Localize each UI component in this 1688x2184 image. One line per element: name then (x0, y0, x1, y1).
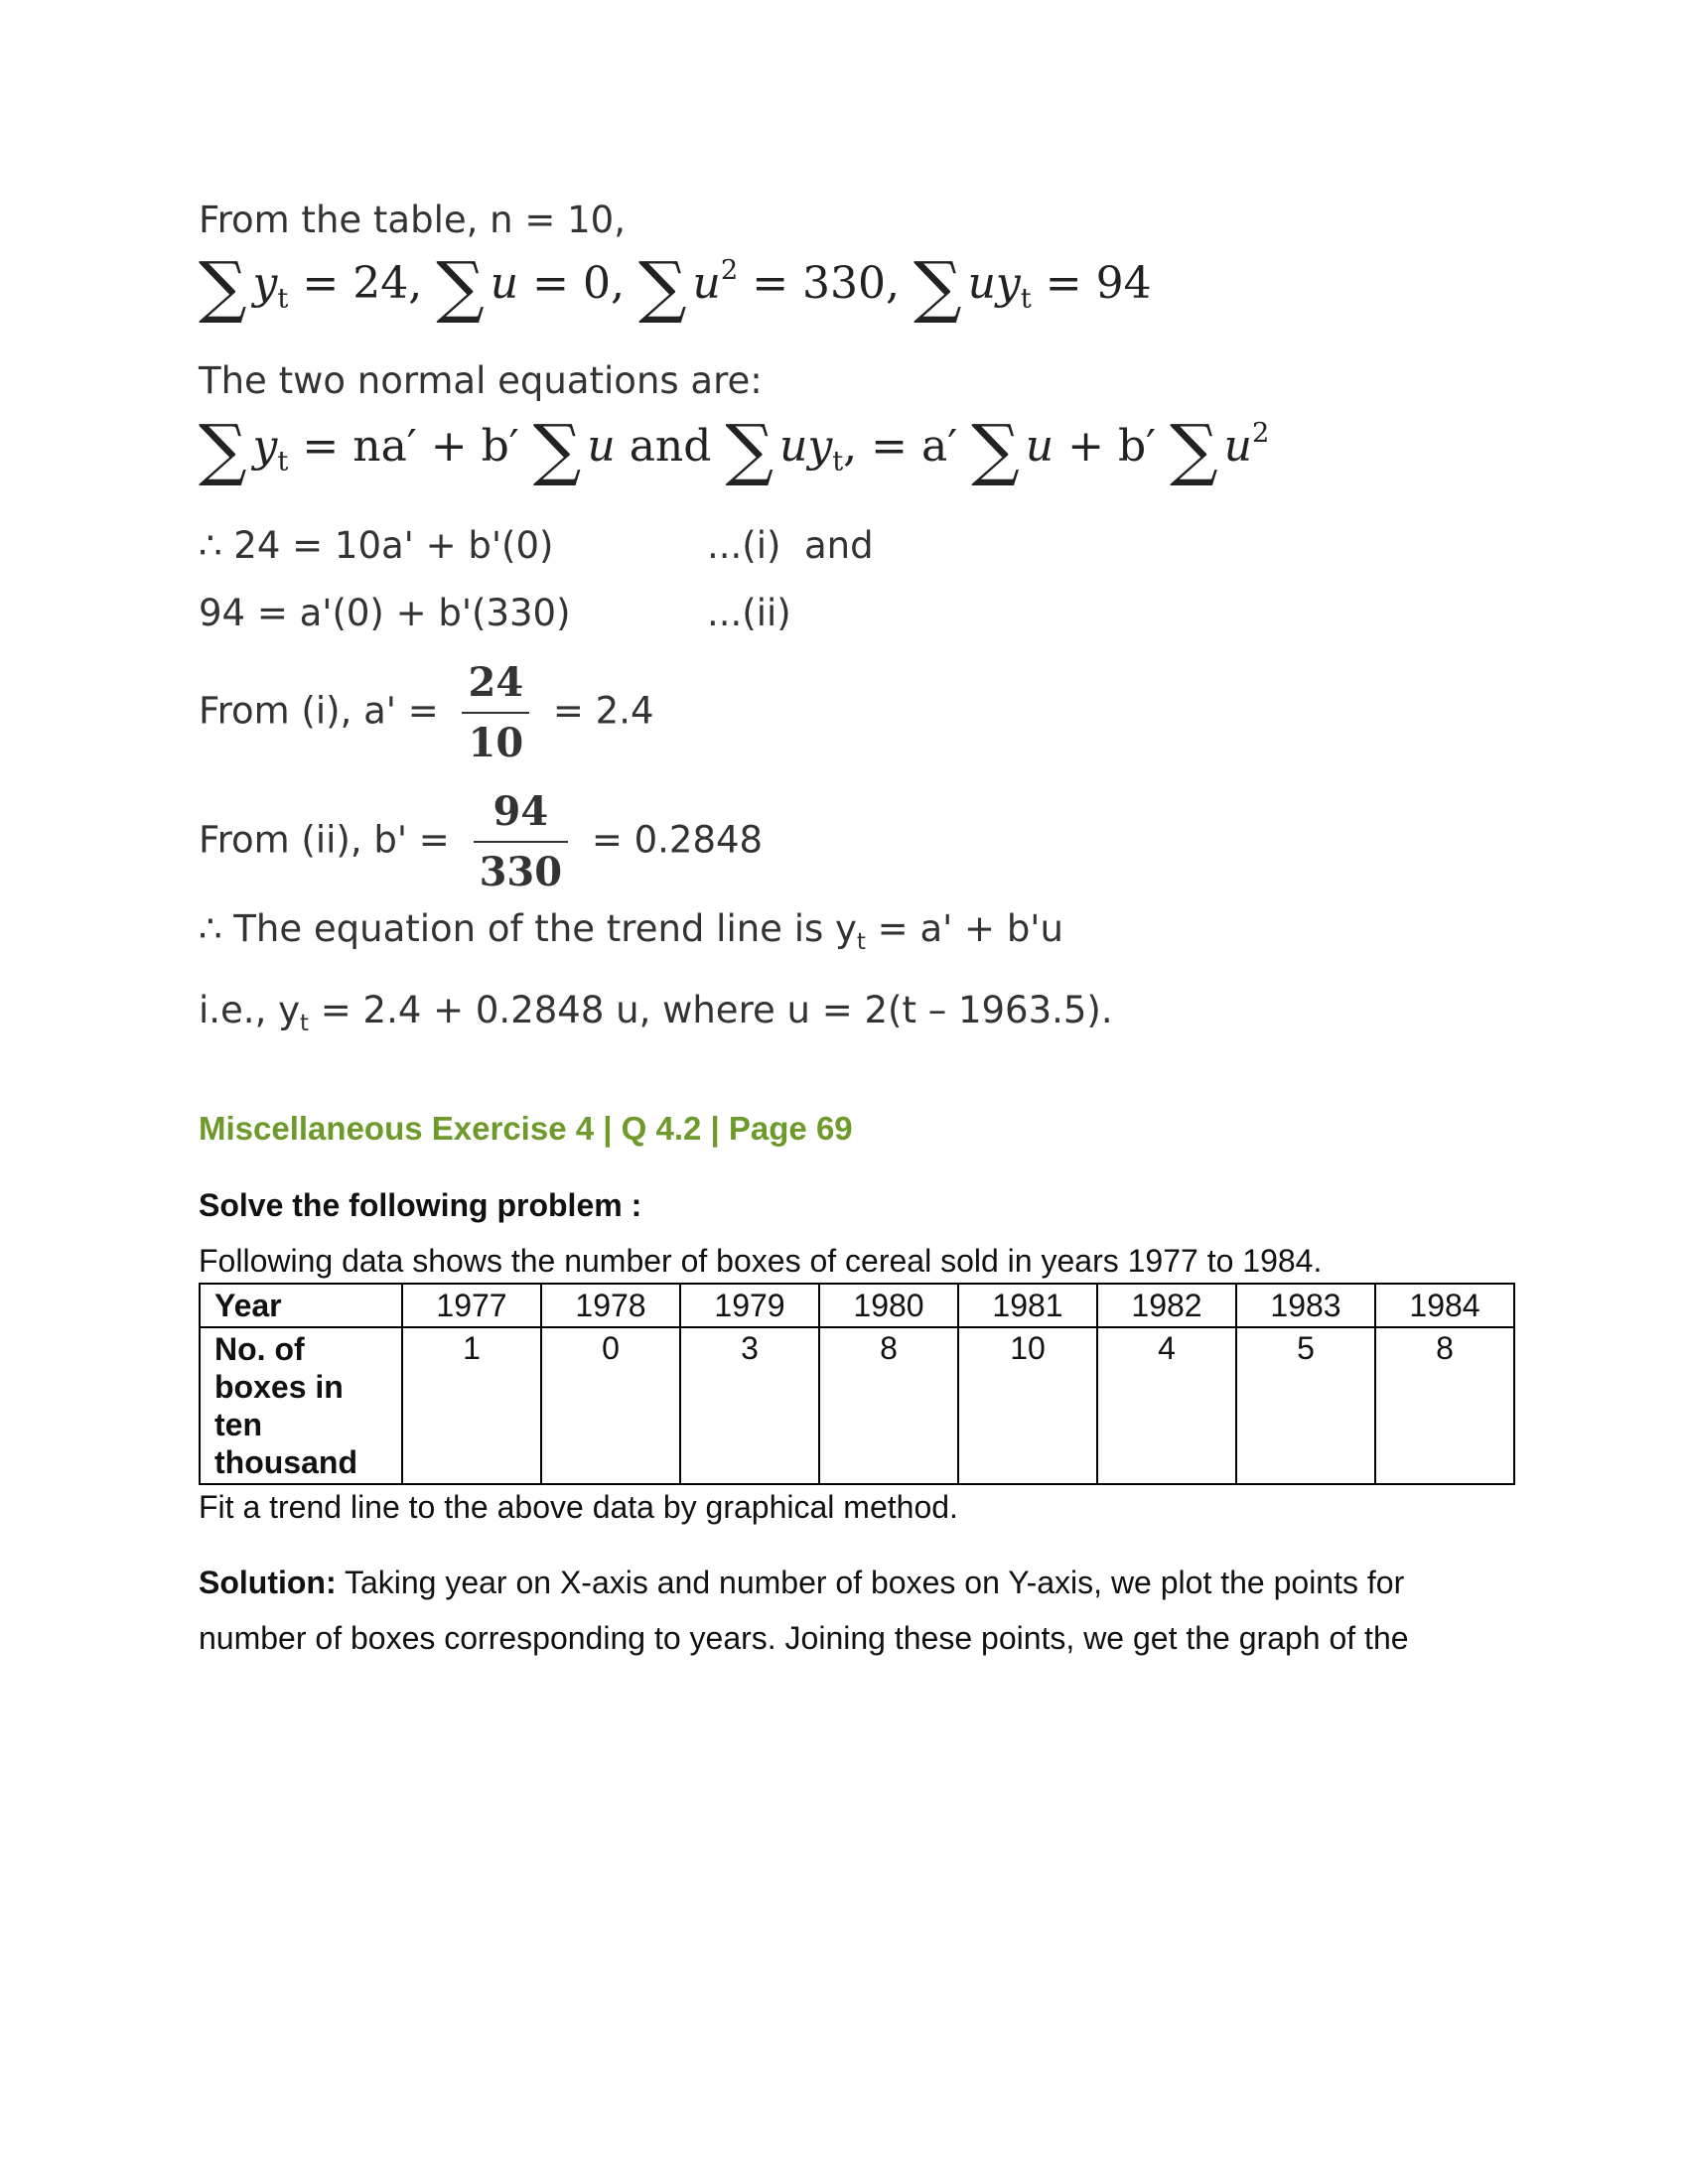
boxes-cell: 8 (819, 1327, 958, 1484)
year-header: Year (200, 1284, 402, 1327)
solution-line-2: number of boxes corresponding to years. Joining these points, we get the graph of the (199, 1620, 1409, 1656)
equation-ii-text: 94 = a'(0) + b'(330) (199, 592, 571, 634)
eq-var: u (1223, 421, 1253, 472)
equation-i (199, 524, 874, 567)
equation-ii-tag: ...(ii) (707, 592, 791, 634)
ie-sub: t (300, 1011, 309, 1037)
sigma-symbol: ∑ (199, 248, 247, 327)
sum-var: uy (967, 258, 1021, 309)
boxes-cell: 8 (1375, 1327, 1514, 1484)
normal-equations-line (199, 411, 1270, 489)
equation-i-text: ∴ 24 = 10a' + b'(0) (199, 524, 554, 567)
year-cell: 1981 (958, 1284, 1097, 1327)
year-cell: 1980 (819, 1284, 958, 1327)
eq-var: u (587, 421, 616, 472)
sigma-symbol: ∑ (914, 248, 962, 327)
a-fraction (462, 659, 529, 766)
eq-sup: 2 (1252, 417, 1270, 449)
solution-text-1: Taking year on X-axis and number of boxes on Y-axis, we plot the points for (336, 1565, 1405, 1600)
equation-i-and: and (804, 524, 874, 567)
year-row (200, 1284, 1514, 1327)
sum-value: = 0, (532, 258, 625, 309)
boxes-header-line: No. of (214, 1331, 305, 1367)
sum-value: = 330, (752, 258, 901, 309)
solution-line-1 (199, 1565, 1404, 1601)
eq-sub: t (832, 446, 844, 478)
sum-sub: t (277, 283, 289, 315)
sum-value: = 24, (302, 258, 423, 309)
eq-text: + b′ (1067, 421, 1157, 472)
a-result: = 2.4 (552, 689, 654, 733)
year-cell: 1984 (1375, 1284, 1514, 1327)
eq-text: = na′ + b′ (302, 421, 519, 472)
year-cell: 1978 (541, 1284, 680, 1327)
year-cell: 1979 (680, 1284, 819, 1327)
sum-var: u (490, 258, 519, 309)
sigma-symbol: ∑ (199, 411, 247, 489)
eq-var: y (252, 421, 278, 472)
year-cell: 1977 (402, 1284, 541, 1327)
from-table-line: From the table, n = 10, (199, 199, 626, 241)
summation-values-line (199, 248, 1152, 327)
sigma-symbol: ∑ (971, 411, 1020, 489)
a-value-line (199, 659, 654, 766)
boxes-row (200, 1327, 1514, 1484)
cereal-data-table (199, 1283, 1515, 1485)
equation-ii (199, 592, 791, 634)
trend-line-result (199, 989, 1113, 1036)
year-cell: 1983 (1236, 1284, 1375, 1327)
ie-rest: = 2.4 + 0.2848 u, where u = 2(t – 1963.5). (309, 989, 1113, 1031)
boxes-cell: 4 (1097, 1327, 1236, 1484)
sigma-symbol: ∑ (436, 248, 485, 327)
b-result: = 0.2848 (591, 818, 764, 862)
trend-text: ∴ The equation of the trend line is y (199, 907, 857, 950)
boxes-cell: 10 (958, 1327, 1097, 1484)
trend-sub: t (856, 929, 866, 956)
boxes-cell: 5 (1236, 1327, 1375, 1484)
b-denominator: 330 (479, 849, 563, 895)
sigma-symbol: ∑ (725, 411, 774, 489)
sigma-symbol: ∑ (1170, 411, 1218, 489)
sigma-symbol: ∑ (532, 411, 582, 489)
boxes-header-line: ten (214, 1407, 262, 1442)
sum-sub: t (1020, 283, 1032, 315)
b-value-line (199, 788, 763, 895)
a-prefix: From (i), a' = (199, 689, 439, 733)
eq-sub: t (277, 446, 289, 478)
sum-value: = 94 (1045, 258, 1152, 309)
sum-var: y (252, 258, 278, 309)
eq-var: uy (778, 421, 833, 472)
trend-rest: = a' + b'u (865, 907, 1063, 950)
problem-intro: Following data shows the number of boxes of cereal sold in years 1977 to 1984. (199, 1243, 1323, 1279)
problem-label: Solve the following problem : (199, 1187, 642, 1223)
sigma-symbol: ∑ (637, 248, 687, 327)
boxes-cell: 3 (680, 1327, 819, 1484)
sum-sup: 2 (720, 254, 739, 286)
exercise-heading: Miscellaneous Exercise 4 | Q 4.2 | Page 69 (199, 1110, 853, 1147)
year-cell: 1982 (1097, 1284, 1236, 1327)
task-statement: Fit a trend line to the above data by graphical method. (199, 1489, 958, 1525)
boxes-header (200, 1327, 402, 1484)
solution-label: Solution: (199, 1565, 337, 1600)
boxes-header-line: boxes in (214, 1369, 344, 1405)
a-numerator: 24 (462, 659, 529, 714)
ie-text: i.e., y (199, 989, 300, 1031)
boxes-cell: 1 (402, 1327, 541, 1484)
eq-text: and (629, 421, 712, 472)
b-numerator: 94 (474, 788, 569, 843)
b-prefix: From (ii), b' = (199, 818, 450, 862)
sum-var: u (692, 258, 721, 309)
boxes-header-line: thousand (214, 1444, 357, 1480)
b-fraction (474, 788, 569, 895)
a-denominator: 10 (468, 720, 524, 766)
eq-text: , = a′ (843, 421, 958, 472)
trend-line-equation (199, 907, 1063, 955)
eq-var: u (1025, 421, 1055, 472)
normal-equations-intro: The two normal equations are: (199, 359, 763, 402)
equation-i-tag: ...(i) (707, 524, 781, 567)
boxes-cell: 0 (541, 1327, 680, 1484)
